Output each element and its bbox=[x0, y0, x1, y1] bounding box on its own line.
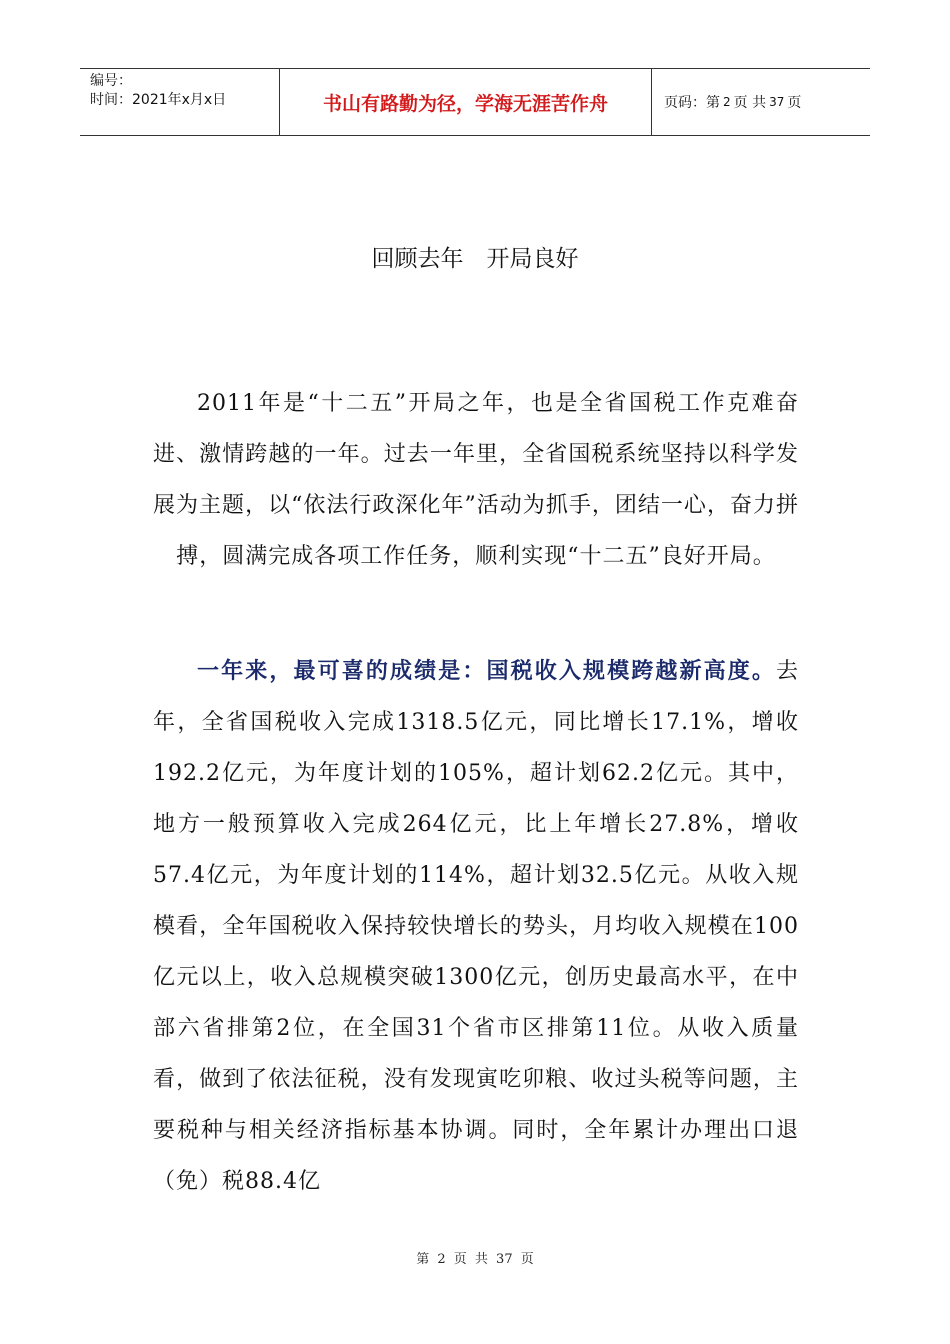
header-meta bbox=[80, 69, 280, 135]
paragraph-achievement bbox=[153, 646, 799, 1207]
document-time-label: 时间：2021年x月x日 bbox=[90, 92, 227, 108]
page-header bbox=[80, 68, 870, 136]
page-label-mid: 页 共 bbox=[733, 95, 767, 111]
paragraph-body: 去年，全省国税收入完成1318.5亿元，同比增长17.1%，增收192.2亿元，为年度计划的105%，超计划62.2亿元。其中，地方一般预算收入完成264亿元，比上年增长27.8%，增收57.4亿元，为年度计划的114%，超计划32.5亿元。从收入规模看，全年国税收入保持较快增长的势头，月均收入规模在100亿元以上，收入总规模突破1300亿元，创历史最高水平，在中部六省排第2位，在全国31个省市区排第11位。从收入质量看，做到了依法征税，没有发现寅吃卯粮、收过头税等问题，主要税种与相关经济指标基本协调。同时，全年累计办理出口退（免）税88.4亿 bbox=[153, 659, 799, 1194]
document-title: 回顾去年 开局良好 bbox=[371, 246, 579, 272]
header-page-info bbox=[652, 69, 870, 135]
header-motto: 书山有路勤为径，学海无涯苦作舟 bbox=[280, 69, 652, 135]
page-label-end: 页 bbox=[787, 95, 802, 111]
page-footer: 第 2 页 共 37 页 bbox=[416, 1252, 534, 1267]
page-current: 2 bbox=[723, 95, 731, 109]
paragraph-lead: 一年来，最可喜的成绩是：国税收入规模跨越新高度。 bbox=[197, 658, 776, 684]
page-total: 37 bbox=[769, 95, 785, 109]
document-number-label: 编号： bbox=[90, 73, 132, 89]
page-label-prefix: 页码：第 bbox=[664, 95, 720, 111]
paragraph-intro: 2011年是“十二五”开局之年，也是全省国税工作克难奋进、激情跨越的一年。过去一年里，全省国税系统坚持以科学发展为主题，以“依法行政深化年”活动为抓手，团结一心，奋力拼搏，圆满完成各项工作任务，顺利实现“十二五”良好开局。 bbox=[153, 391, 799, 569]
